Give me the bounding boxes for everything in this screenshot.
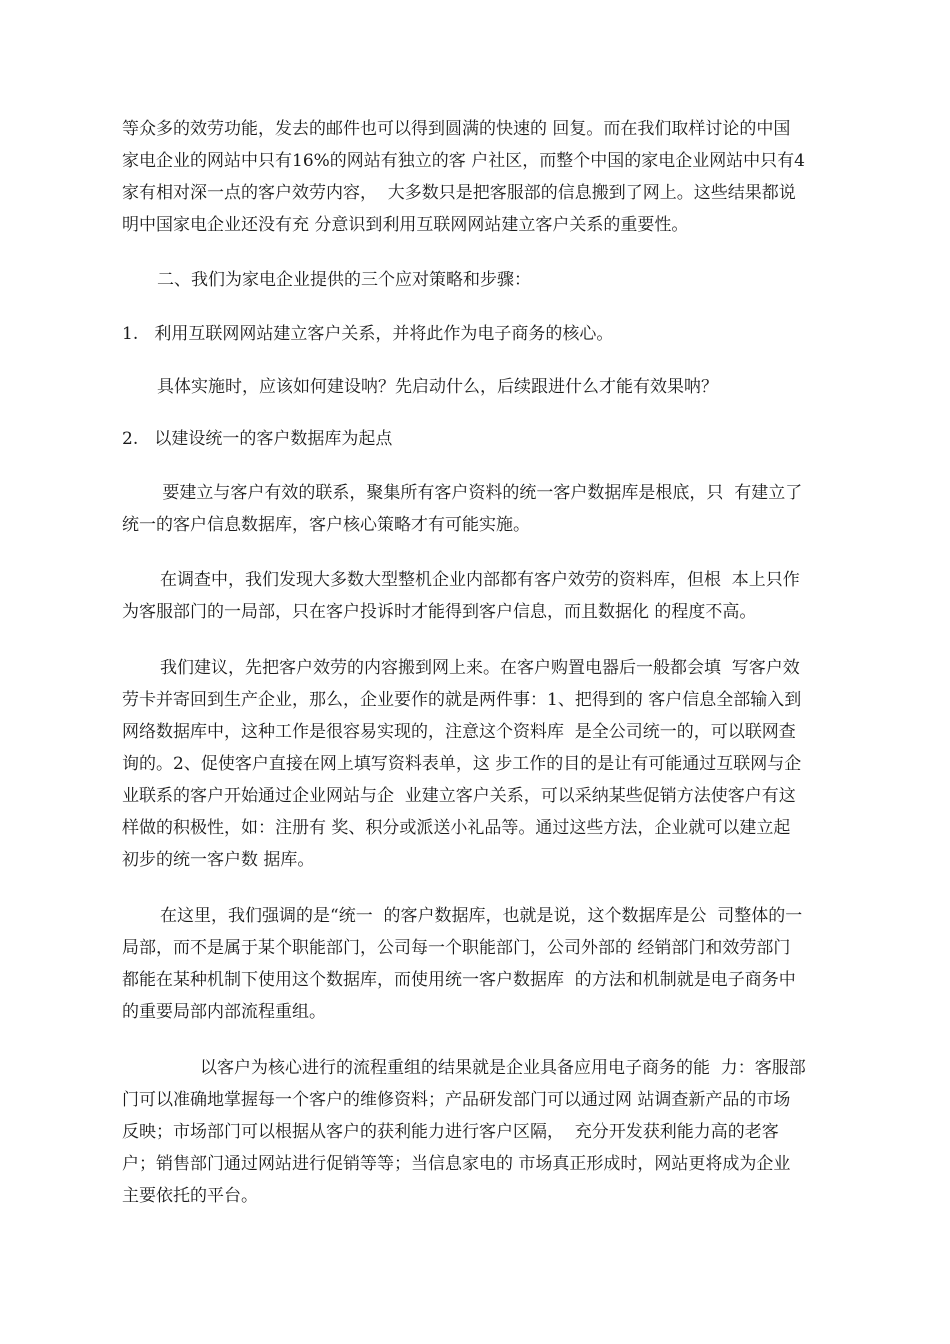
paragraph-6-line-2: 门可以准确地掌握每一个客户的维修资料；产品研发部门可以通过网 站调查新产品的市场 [122,1090,791,1110]
paragraph-6-line-5: 主要依托的平台。 [122,1186,258,1206]
paragraph-1-line-4: 明中国家电企业还没有充 分意识到利用互联网网站建立客户关系的重要性。 [122,215,689,235]
paragraph-4-line-4: 询的。2、促使客户直接在网上填写资料表单，这 步工作的目的是让有可能通过互联网与企 [122,754,802,774]
paragraph-5-line-3: 都能在某种机制下使用这个数据库，而使用统一客户数据库 的方法和机制就是电子商务中 [122,970,796,990]
paragraph-5-line-4: 的重要局部内部流程重组。 [122,1002,326,1022]
paragraph-1-line-1: 等众多的效劳功能，发去的邮件也可以得到圆满的快速的 回复。而在我们取样讨论的中国 [122,119,791,139]
paragraph-6-line-1: 以客户为核心进行的流程重组的结果就是企业具备应用电子商务的能 力：客服部 [200,1058,806,1078]
paragraph-6-line-4: 户；销售部门通过网站进行促销等等；当信息家电的 市场真正形成时，网站更将成为企业 [122,1154,791,1174]
list-item-1-note: 具体实施时，应该如何建设呐？先启动什么，后续跟进什么才能有效果呐？ [157,377,718,397]
paragraph-4-line-5: 业联系的客户开始通过企业网站与企 业建立客户关系，可以采纳某些促销方法使客户有这 [122,786,796,806]
paragraph-4-line-3: 网络数据库中，这种工作是很容易实现的，注意这个资料库 是全公司统一的，可以联网查 [122,722,796,742]
section-heading-2: 二、我们为家电企业提供的三个应对策略和步骤： [157,270,531,290]
paragraph-5-line-2: 局部，而不是属于某个职能部门，公司每一个职能部门，公司外部的 经销部门和效劳部门 [122,938,791,958]
paragraph-4-line-6: 样做的积极性，如：注册有 奖、积分或派送小礼品等。通过这些方法，企业就可以建立起 [122,818,791,838]
list-item-1: 1. 利用互联网网站建立客户关系，并将此作为电子商务的核心。 [122,324,614,344]
paragraph-1-line-3: 家有相对深一点的客户效劳内容， 大多数只是把客服部的信息搬到了网上。这些结果都说 [122,183,796,203]
paragraph-3-line-1: 在调查中，我们发现大多数大型整机企业内部都有客户效劳的资料库，但根 本上只作 [160,570,800,590]
paragraph-1-line-2: 家电企业的网站中只有16%的网站有独立的客 户社区，而整个中国的家电企业网站中只有4 [122,151,806,171]
list-item-2: 2. 以建设统一的客户数据库为起点 [122,429,393,449]
paragraph-4-line-7: 初步的统一客户数 据库。 [122,850,315,870]
paragraph-4-line-2: 劳卡并寄回到生产企业，那么，企业要作的就是两件事：1、把得到的 客户信息全部输入到 [122,690,802,710]
paragraph-2-line-2: 统一的客户信息数据库，客户核心策略才有可能实施。 [122,515,530,535]
paragraph-3-line-2: 为客服部门的一局部，只在客户投诉时才能得到客户信息，而且数据化 的程度不高。 [122,602,757,622]
paragraph-5-line-1: 在这里，我们强调的是“统一 的客户数据库，也就是说，这个数据库是公 司整体的一 [160,906,803,926]
paragraph-6-line-3: 反映；市场部门可以根据从客户的获利能力进行客户区隔， 充分开发获利能力高的老客 [122,1122,779,1142]
paragraph-4-line-1: 我们建议，先把客户效劳的内容搬到网上来。在客户购置电器后一般都会填 写客户效 [160,658,800,678]
paragraph-2-line-1: 要建立与客户有效的联系，聚集所有客户资料的统一客户数据库是根底，只 有建立了 [157,483,803,503]
